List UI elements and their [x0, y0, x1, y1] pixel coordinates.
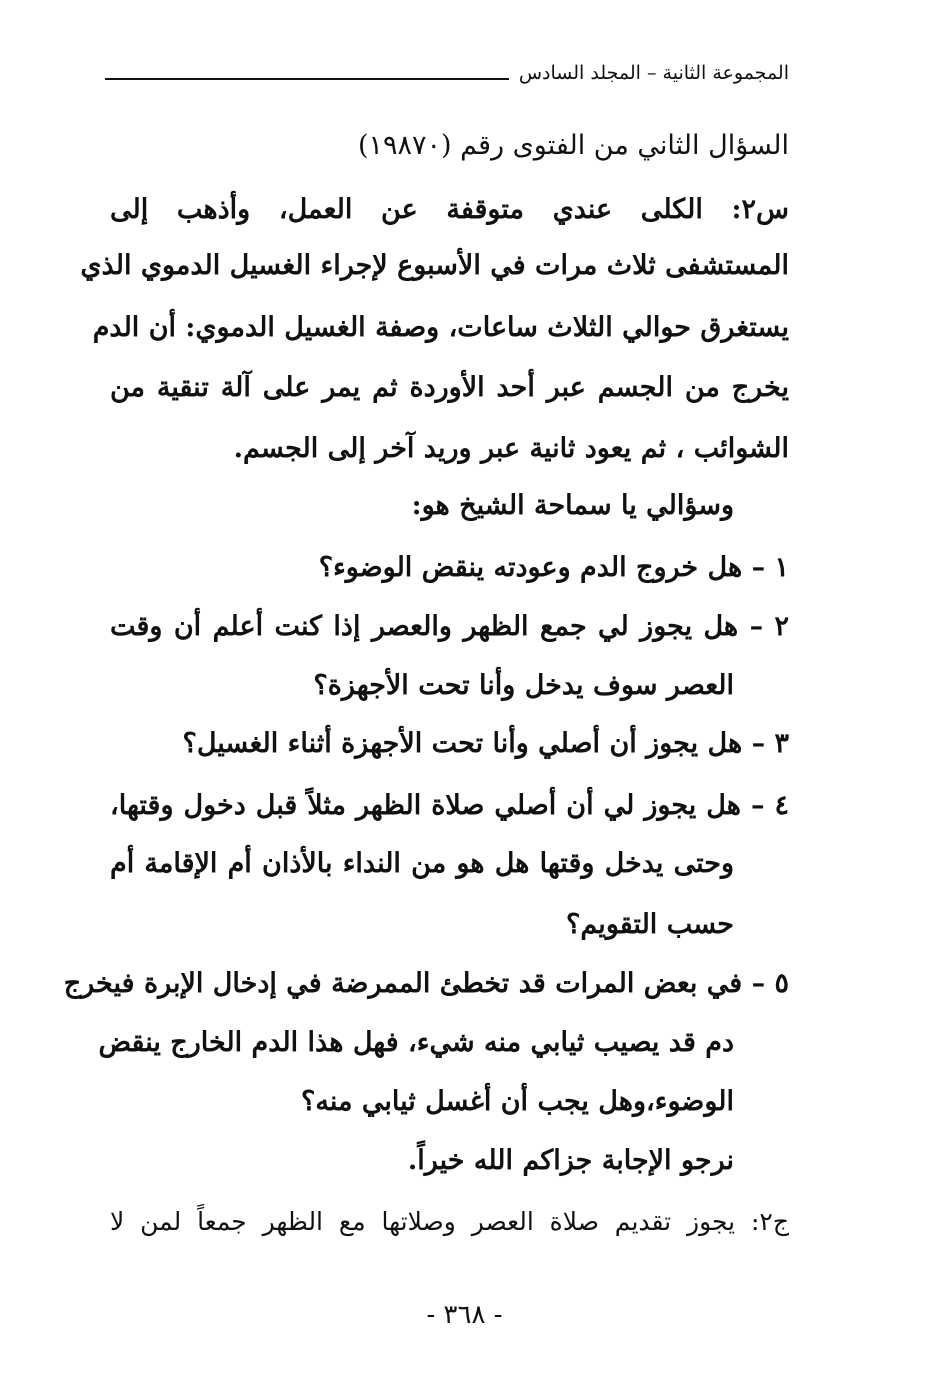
question-line: س٢: الكلى عندي متوقفة عن العمل، وأذهب إلى	[110, 194, 789, 225]
answer-line: ج٢: يجوز تقديم صلاة العصر وصلاتها مع الظهر جمعاً لمن لا	[110, 1207, 789, 1236]
list-item: ٤ – هل يجوز لي أن أصلي صلاة الظهر مثلاً قبل دخول وقتها،	[110, 790, 789, 821]
running-header	[105, 62, 789, 84]
list-item: ١ – هل خروج الدم وعودته ينقض الوضوء؟	[318, 552, 789, 583]
question-line: يستغرق حوالي الثلاث ساعات، وصفة الغسيل الدموي: أن الدم	[92, 312, 789, 343]
question-line: المستشفى ثلاث مرات في الأسبوع لإجراء الغسيل الدموي الذي	[80, 250, 789, 281]
list-item-continuation: وحتى يدخل وقتها هل هو من النداء بالأذان أم الإقامة أم	[110, 848, 734, 879]
question-line: الشوائب ، ثم يعود ثانية عبر وريد آخر إلى الجسم.	[233, 433, 789, 464]
page-number: - ٣٦٨ -	[426, 1300, 503, 1330]
header-rule	[105, 78, 509, 80]
question-intro: السؤال الثاني من الفتوى رقم (١٩٨٧٠)	[357, 130, 789, 161]
list-item-continuation: العصر سوف يدخل وأنا تحت الأجهزة؟	[313, 670, 734, 701]
list-item: ٣ – هل يجوز أن أصلي وأنا تحت الأجهزة أثناء الغسيل؟	[182, 728, 789, 759]
list-item: ٥ – في بعض المرات قد تخطئ الممرضة في إدخال الإبرة فيخرج	[63, 968, 789, 999]
question-line: يخرج من الجسم عبر أحد الأوردة ثم يمر على آلة تنقية من	[110, 372, 789, 403]
list-item-continuation: حسب التقويم؟	[566, 909, 734, 940]
closing-line: نرجو الإجابة جزاكم الله خيراً.	[407, 1145, 734, 1176]
list-item-continuation: الوضوء،وهل يجب أن أغسل ثيابي منه؟	[301, 1086, 734, 1117]
list-item: ٢ – هل يجوز لي جمع الظهر والعصر إذا كنت أعلم أن وقت	[110, 611, 789, 642]
question-prompt: وسؤالي يا سماحة الشيخ هو:	[411, 490, 734, 521]
list-item-continuation: دم قد يصيب ثيابي منه شيء، فهل هذا الدم الخارج ينقض	[98, 1027, 734, 1058]
running-title: المجموعة الثانية – المجلد السادس	[518, 62, 789, 84]
